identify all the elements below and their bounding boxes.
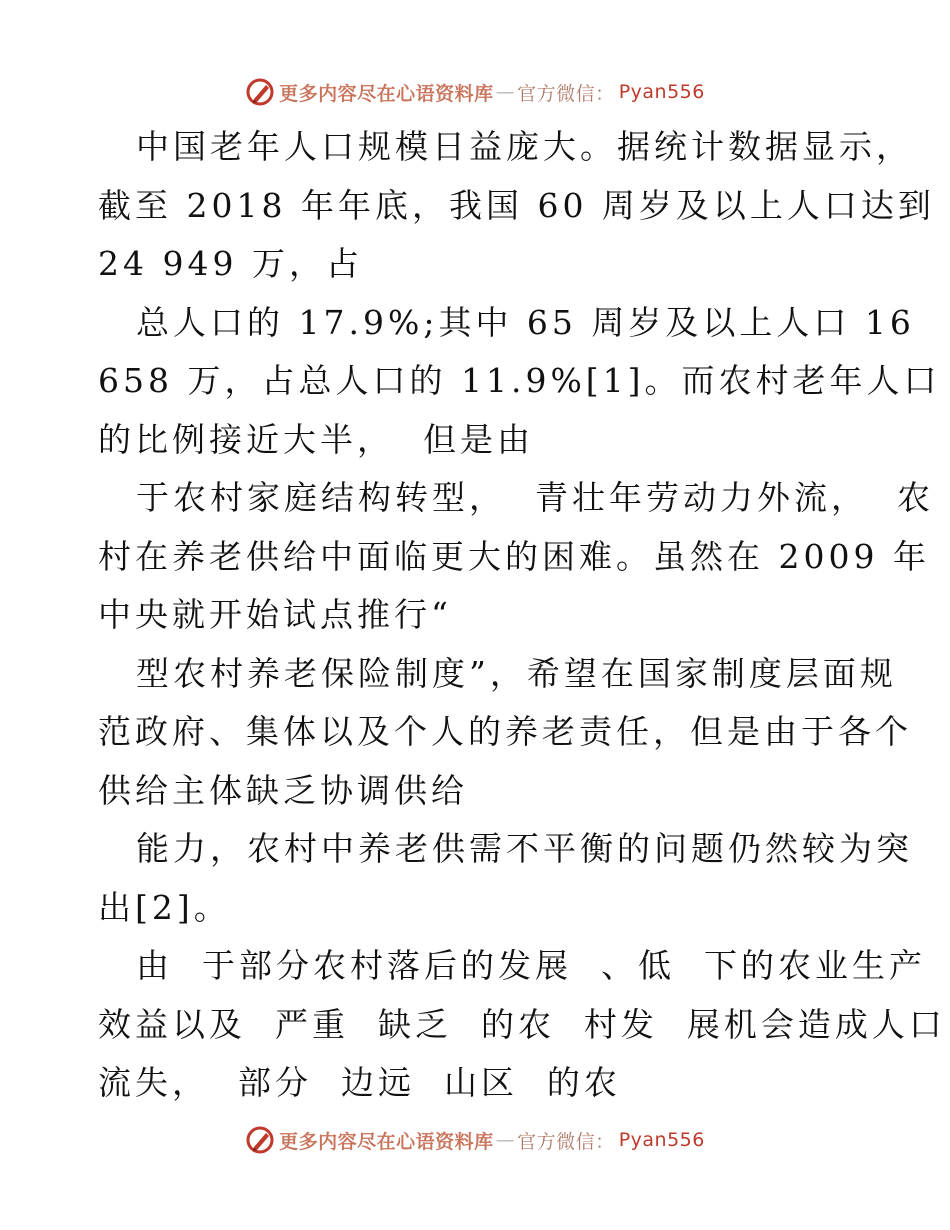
text-line: 中央就开始试点推行“ [98, 595, 452, 634]
text-line: 效益以及 严重 缺乏 的农 村发 展机会造成人口 [98, 1004, 946, 1044]
text-line: 中国老年人口规模日益庞大。据统计数据显示， [136, 127, 913, 166]
text-line: 范政府、集体以及个人的养老责任，但是由于各个 [98, 712, 912, 751]
text-line: 截至 2018 年年底，我国 60 周岁及以上人口达到 [98, 185, 935, 225]
text-line: 的比例接近大半， 但是由 [98, 419, 534, 459]
text-line: 村在养老供给中面临更大的困难。虽然在 2009 年 [98, 536, 930, 576]
banner-wechat-label: 官方微信： [517, 1130, 615, 1153]
text-line: 型农村养老保险制度”，希望在国家制度层面规 [136, 653, 897, 693]
banner-main-text: 更多内容尽在心语资料库 [279, 82, 494, 105]
footer-watermark-banner [0, 1120, 950, 1160]
banner-dash: — [495, 1129, 516, 1151]
body-text [98, 118, 946, 1113]
text-line: 658 万，占总人口的 11.9%[1]。而农村老年人口 [98, 361, 941, 400]
pen-in-circle-icon [245, 1125, 275, 1155]
text-line: 总人口的 17.9%;其中 65 周岁及以上人口 16 [136, 302, 915, 342]
text-line: 于农村家庭结构转型， 青壮年劳动力外流， 农 [136, 478, 934, 517]
banner-wechat-id: Pyan556 [618, 81, 705, 103]
text-line: 流失， 部分 边远 山区 的农 [98, 1063, 621, 1102]
text-line: 能力，农村中养老供需不平衡的问题仍然较为突 [136, 829, 913, 868]
banner-wechat-label: 官方微信： [517, 82, 615, 105]
pen-in-circle-icon [245, 77, 275, 107]
text-line: 出[2]。 [98, 887, 231, 927]
text-line: 由 于部分农村落后的发展 、低 下的农业生产 [136, 946, 926, 985]
banner-dash: — [495, 81, 516, 103]
text-line: 供给主体缺乏协调供给 [98, 770, 468, 810]
banner-main-text: 更多内容尽在心语资料库 [279, 1130, 494, 1153]
header-watermark-banner [0, 72, 950, 112]
text-line: 24 949 万，占 [98, 244, 363, 283]
banner-wechat-id: Pyan556 [618, 1129, 705, 1151]
